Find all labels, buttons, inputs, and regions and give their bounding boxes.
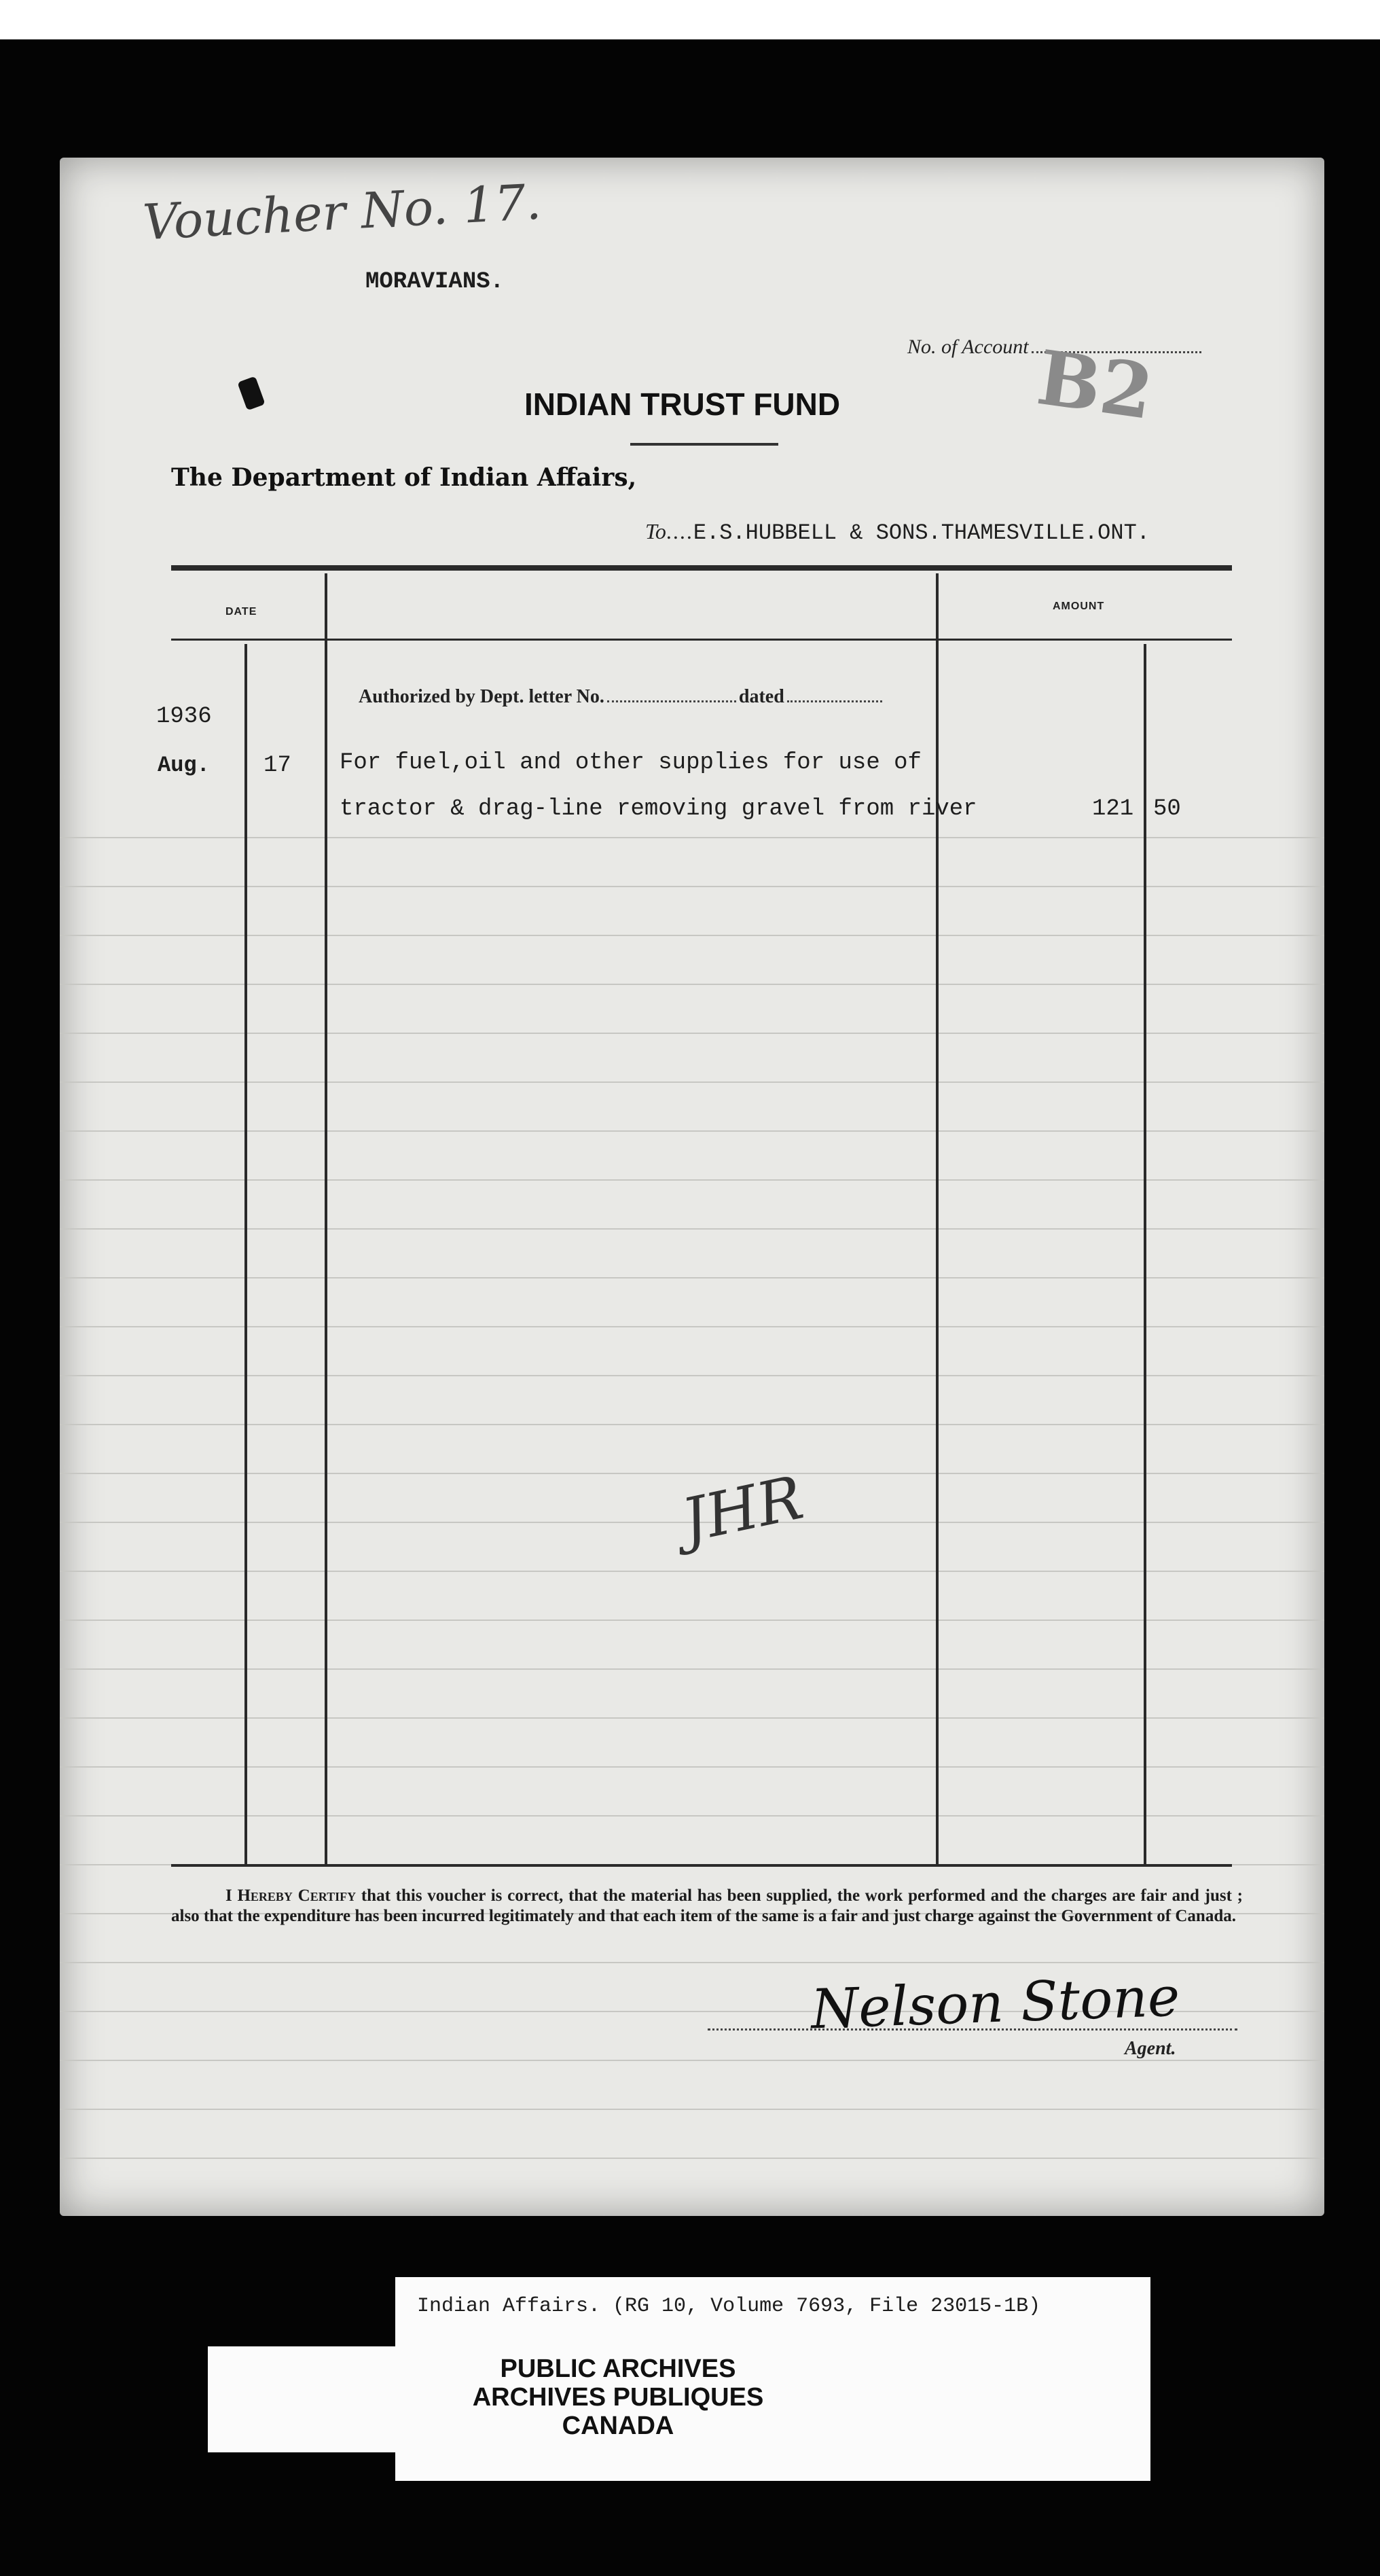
voucher-document	[60, 158, 1324, 2216]
amount-cents: 50	[1153, 796, 1181, 822]
fund-title: INDIAN TRUST FUND	[524, 387, 841, 422]
ruled-line	[60, 1033, 1324, 1034]
amount-header: AMOUNT	[1053, 601, 1105, 612]
authorized-label: Authorized by Dept. letter No.	[359, 686, 604, 707]
date-column-divider	[244, 644, 247, 1864]
agent-signature: Nelson Stone	[810, 1965, 1181, 2041]
archives-line-1: PUBLIC ARCHIVES	[500, 2355, 736, 2383]
table-top-rule	[171, 565, 1232, 571]
payee-name: E.S.HUBBELL & SONS.THAMESVILLE.ONT.	[693, 520, 1150, 545]
archives-line-3: CANADA	[562, 2412, 674, 2440]
title-underline	[630, 443, 778, 446]
account-stamp: B2	[1032, 333, 1159, 437]
ruled-line	[60, 886, 1324, 887]
ruled-line	[60, 1571, 1324, 1572]
date-header: DATE	[225, 606, 257, 618]
ink-mark	[237, 376, 265, 411]
handwritten-initials: JHR	[676, 1462, 810, 1556]
ruled-line	[60, 935, 1324, 936]
ruled-line	[60, 2060, 1324, 2061]
archives-line-2: ARCHIVES PUBLIQUES	[472, 2383, 764, 2412]
ruled-line	[60, 1668, 1324, 1670]
header-bottom-rule	[171, 639, 1232, 641]
certificate-lead: I Hereby Certify	[225, 1886, 357, 1905]
ruled-line	[60, 1962, 1324, 1963]
ruled-line	[60, 1081, 1324, 1083]
ruled-line	[60, 1228, 1324, 1230]
ruled-line	[60, 1766, 1324, 1768]
ruled-line	[60, 2158, 1324, 2159]
ruled-line	[60, 1424, 1324, 1425]
band-name: MORAVIANS.	[365, 269, 505, 295]
amount-left-rule	[936, 573, 939, 1864]
agent-label: Agent.	[1125, 2038, 1176, 2059]
ruled-line	[60, 1717, 1324, 1719]
ruled-line	[60, 837, 1324, 838]
payee-line: To....E.S.HUBBELL & SONS.THAMESVILLE.ONT.	[645, 519, 1150, 545]
amount-dollars: 121	[1092, 796, 1134, 822]
account-label: No. of Account	[907, 336, 1029, 358]
ruled-line	[60, 2109, 1324, 2110]
archive-reference: Indian Affairs. (RG 10, Volume 7693, File 23015-1B)	[417, 2295, 1041, 2318]
ruled-line	[60, 1130, 1324, 1132]
entry-description-line-2: tractor & drag-line removing gravel from river	[340, 796, 977, 822]
table-bottom-rule	[171, 1864, 1232, 1867]
ruled-line	[60, 1179, 1324, 1181]
certificate-body: that this voucher is correct, that the material has been supplied, the work performed and the charges are fair and just ; also that the expenditure has been incurred legitimately and that each item of the same is a fair and just charge against the Government of Canada.	[171, 1886, 1243, 1925]
ruled-line	[60, 1473, 1324, 1474]
cents-divider	[1144, 644, 1146, 1864]
entry-day: 17	[264, 753, 291, 779]
description-left-rule	[325, 573, 327, 1864]
ruled-line	[60, 1815, 1324, 1817]
entry-description-line-1: For fuel,oil and other supplies for use of	[340, 750, 922, 776]
entry-month: Aug.	[158, 753, 210, 778]
certificate-text	[171, 1886, 1243, 1927]
ruled-line	[60, 1375, 1324, 1376]
entry-year: 1936	[156, 704, 212, 730]
authorization-line	[359, 686, 882, 708]
to-label: To	[645, 519, 666, 543]
ruled-line	[60, 1277, 1324, 1278]
ruled-line	[60, 1620, 1324, 1621]
ruled-line	[60, 1326, 1324, 1327]
ruled-line	[60, 984, 1324, 985]
dated-label: dated	[738, 686, 784, 707]
handwritten-voucher-number: Voucher No. 17.	[141, 173, 543, 251]
department-name: The Department of Indian Affairs,	[171, 463, 637, 492]
